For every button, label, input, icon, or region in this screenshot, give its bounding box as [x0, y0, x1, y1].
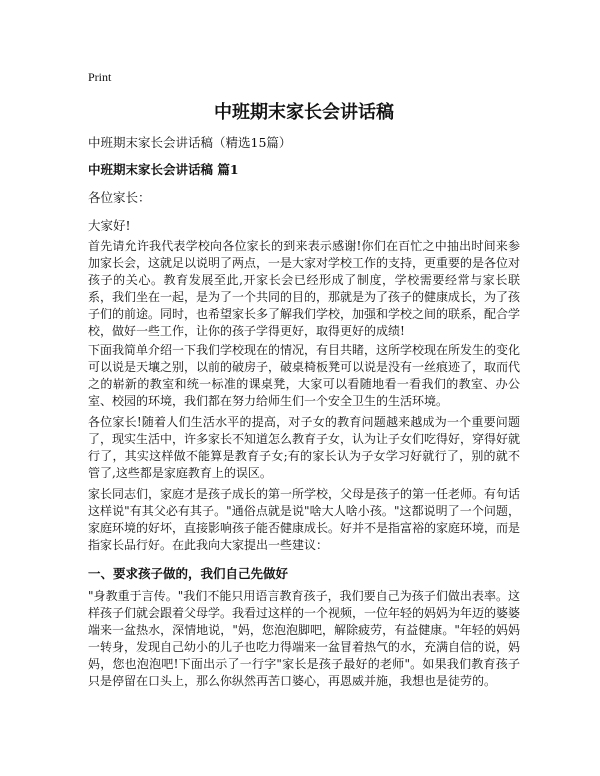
section-heading-1: 一、要求孩子做的，我们自己先做好	[88, 566, 289, 581]
document-title: 中班期末家长会讲话稿	[214, 102, 394, 123]
paragraph-3: 各位家长!随着人们生活水平的提高，对子女的教育问题越来越成为一个重要问题了，现实生活中，许多家长不知道怎么教育子女，认为让子女们吃得好，穿得好就行了，其实这样做不能算是教育子女;有的家长认为子女学习好就行了，别的就不管了,这些都是家庭教育上的误区。	[88, 415, 521, 480]
paragraph-2: 下面我简单介绍一下我们学校现在的情况，有目共睹，这所学校现在所发生的变化可以说是天壤之别，以前的破房子，破桌椅板凳可以说是没有一丝痕迹了，取而代之的崭新的教室和统一标准的课桌凳，大家可以看随地看一看我们的教室、办公室、校园的环境，我们都在努力给师生们一个安全卫生的生活环境。	[88, 343, 521, 408]
paragraph-1: 首先请允许我代表学校向各位家长的到来表示感谢!你们在百忙之中抽出时间来参加家长会，这就足以说明了两点，一是大家对学校工作的支持，更重要的是各位对孩子的关心。教育发展至此,开家长会已经形成了制度，学校需要经常与家长联系，我们坐在一起，是为了一个共同的目的，那就是为了孩子的健康成长，为了孩子们的前途。同时，也希望家长多了解我们学校，加强和学校之间的联系，配合学校，做好一些工作，让你的孩子学得更好，取得更好的成绩!	[88, 239, 521, 338]
paragraph-5: "身教重于言传。"我们不能只用语言教育孩子，我们要自己为孩子们做出表率。这样孩子们就会跟着父母学。我看过这样的一个视频，一位年轻的妈妈为年迈的婆婆端来一盆热水，深情地说，"妈，您泡泡脚吧，解除疲劳，有益健康。"年轻的妈妈一转身，发现自己幼小的儿子也吃力得端来一盆冒着热气的水，充满自信的说，妈妈，您也泡泡吧!下面出示了一行字"家长是孩子最好的老师"。如果我们教育孩子只是停留在口头上，那么你纵然再苦口婆心，再恩威并施，我想也是徒劳的。	[88, 589, 521, 688]
salutation-greeting: 大家好!	[88, 218, 131, 233]
paragraph-4: 家长同志们，家庭才是孩子成长的第一所学校，父母是孩子的第一任老师。有句话这样说"有其父必有其子。"通俗点就是说"啥大人啥小孩。"这都说明了一个问题，家庭环境的好坏，直接影响孩子能否健康成长。好并不是指富裕的家庭环境，而是指家长品行好。在此我向大家提出一些建议：	[88, 487, 521, 552]
salutation-parents: 各位家长：	[88, 190, 151, 205]
section-title: 中班期末家长会讲话稿 篇1	[88, 162, 239, 177]
document-subtitle: 中班期末家长会讲话稿（精选15篇）	[88, 135, 292, 150]
print-link[interactable]: Print	[88, 70, 112, 84]
